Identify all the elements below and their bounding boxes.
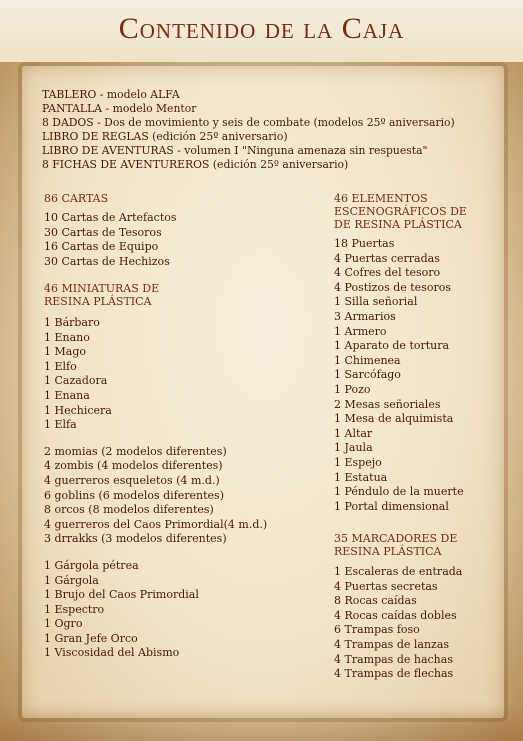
list-item: 1 Jaula [334, 441, 373, 455]
summary-line: LIBRO DE AVENTURAS - volumen I "Ninguna amenaza sin respuesta" [42, 144, 428, 157]
list-item: 2 Mesas señoriales [334, 397, 441, 411]
list-item: 10 Cartas de Artefactos [44, 211, 177, 224]
list-item: 4 zombis (4 modelos diferentes) [44, 459, 223, 473]
section-heading: ESCENOGRÁFICOS DE [334, 205, 467, 218]
summary-line: TABLERO - modelo ALFA [42, 88, 180, 101]
markers-section [334, 532, 462, 682]
list-item: 1 Chimenea [334, 353, 401, 367]
list-item: 1 Espejo [334, 455, 382, 469]
bottom-runes-band [0, 705, 523, 741]
list-item: 1 Elfa [44, 418, 77, 432]
summary-line: PANTALLA - modelo Mentor [42, 102, 197, 115]
list-item: 1 Portal dimensional [334, 499, 449, 513]
list-item: 1 Péndulo de la muerte [334, 485, 464, 499]
summary-line: LIBRO DE REGLAS (edición 25º aniversario) [42, 130, 288, 143]
list-item: 4 Puertas cerradas [334, 251, 440, 265]
list-item: 1 Cazadora [44, 374, 108, 388]
list-item: 1 Mago [44, 345, 86, 359]
cards-section [44, 192, 177, 269]
section-heading: 46 MINIATURAS DE [44, 282, 160, 295]
contents-summary [42, 88, 455, 172]
list-item: 1 Sarcófago [334, 368, 401, 382]
list-item: 1 Viscosidad del Abismo [44, 646, 180, 660]
list-item: 1 Mesa de alquimista [334, 412, 454, 426]
list-item: 30 Cartas de Hechizos [44, 254, 170, 268]
section-heading: RESINA PLÁSTICA [334, 545, 442, 558]
list-item: 1 Gran Jefe Orco [44, 631, 138, 645]
list-item: 18 Puertas [334, 237, 395, 250]
miniatures-section [44, 282, 267, 661]
list-item: 1 Brujo del Caos Primordial [44, 588, 199, 602]
list-item: 4 Cofres del tesoro [334, 266, 441, 280]
list-item: 4 Trampas de flechas [334, 667, 454, 681]
list-item: 3 drrakks (3 modelos diferentes) [44, 532, 227, 546]
list-item: 1 Bárbaro [44, 316, 100, 329]
list-item: 30 Cartas de Tesoros [44, 225, 162, 239]
page-title: Contenido de la Caja [118, 12, 405, 45]
list-item: 6 goblins (6 modelos diferentes) [44, 488, 224, 502]
list-item: 4 Trampas de lanzas [334, 637, 450, 651]
section-heading: 86 CARTAS [44, 192, 109, 205]
list-item: 1 Aparato de tortura [334, 339, 450, 353]
list-item: 2 momias (2 modelos diferentes) [44, 444, 227, 458]
list-item: 4 Rocas caídas dobles [334, 608, 457, 622]
list-item: 8 orcos (8 modelos diferentes) [44, 503, 214, 517]
list-item: 1 Escaleras de entrada [334, 565, 463, 578]
scenery-section [334, 192, 467, 514]
list-item: 16 Cartas de Equipo [44, 240, 159, 254]
list-item: 4 Postizos de tesoros [334, 280, 451, 294]
list-item: 3 Armarios [334, 309, 396, 323]
list-item: 1 Silla señorial [334, 295, 418, 309]
list-item: 8 Rocas caídas [334, 594, 417, 608]
section-heading: 35 MARCADORES DE [334, 532, 458, 545]
list-item: 1 Hechicera [44, 403, 112, 417]
list-item: 1 Altar [334, 426, 373, 440]
list-item: 6 Trampas foso [334, 623, 420, 637]
list-item: 1 Elfo [44, 359, 77, 373]
list-item: 4 Trampas de hachas [334, 652, 453, 666]
section-heading: DE RESINA PLÁSTICA [334, 218, 462, 231]
summary-line: 8 FICHAS DE AVENTUREROS (edición 25º aniversario) [42, 158, 349, 171]
list-item: 4 guerreros del Caos Primordial(4 m.d.) [44, 517, 268, 531]
list-item: 1 Espectro [44, 602, 105, 616]
list-item: 1 Enano [44, 330, 90, 344]
list-item: 1 Armero [334, 324, 387, 338]
list-item: 1 Pozo [334, 382, 371, 396]
summary-line: 8 DADOS - Dos de movimiento y seis de combate (modelos 25º aniversario) [42, 116, 455, 129]
list-item: 4 Puertas secretas [334, 579, 438, 593]
section-heading: RESINA PLÁSTICA [44, 295, 152, 308]
list-item: 1 Gárgola pétrea [44, 558, 139, 572]
section-heading: 46 ELEMENTOS [334, 192, 428, 205]
list-item: 1 Gárgola [44, 573, 99, 587]
list-item: 1 Ogro [44, 617, 83, 631]
list-item: 4 guerreros esqueletos (4 m.d.) [44, 473, 220, 487]
list-item: 1 Enana [44, 388, 90, 402]
list-item: 1 Estatua [334, 470, 388, 484]
